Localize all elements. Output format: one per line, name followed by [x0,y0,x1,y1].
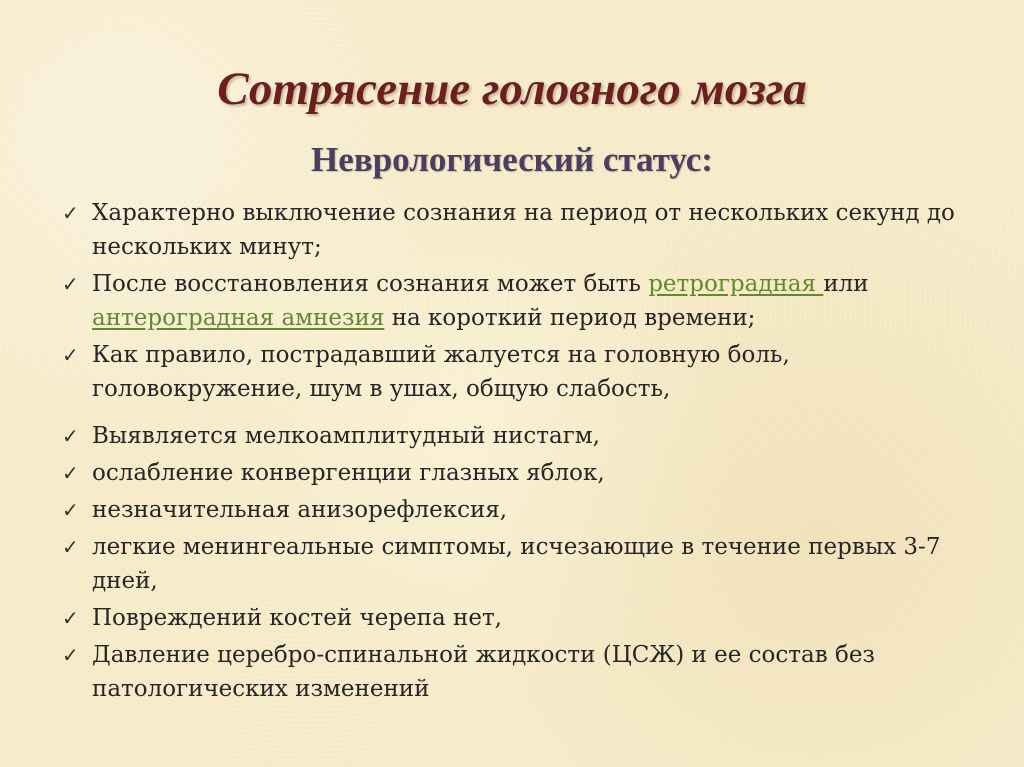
anterograde-amnesia-link[interactable]: антероградная амнезия [92,305,385,331]
list-item-text: на короткий период времени; [384,305,756,331]
list-item-text: или [823,271,869,297]
checkmark-icon: ✓ [62,535,79,559]
list-item [62,338,982,406]
list-item-text: Повреждений костей черепа нет, [92,605,502,631]
retrograde-amnesia-link[interactable]: ретроградная [648,271,824,297]
list-item [62,493,982,527]
list-item [62,456,982,490]
checkmark-icon: ✓ [62,643,79,667]
list-item [62,530,982,598]
checkmark-icon: ✓ [62,461,79,485]
checkmark-icon: ✓ [62,343,79,367]
list-item-text: ослабление конвергенции глазных яблок, [92,460,605,486]
list-item-text: легкие менингеальные симптомы, исчезающие в течение первых 3-7 дней, [92,534,941,594]
bullet-list [62,196,982,709]
slide-title: Сотрясение головного мозга [217,63,807,115]
list-item-text: Выявляется мелкоамплитудный нистагм, [92,423,600,449]
list-item [62,196,982,264]
checkmark-icon: ✓ [62,424,79,448]
slide-subtitle: Неврологический статус: [311,140,713,179]
checkmark-icon: ✓ [62,201,79,225]
list-item [62,419,982,453]
checkmark-icon: ✓ [62,606,79,630]
list-item-text: Давление церебро-спинальной жидкости (ЦСЖ) и ее состав без патологических изменений [92,642,875,702]
checkmark-icon: ✓ [62,498,79,522]
list-item-text: Как правило, пострадавший жалуется на головную боль, головокружение, шум в ушах, общую слабость, [92,342,790,402]
list-item [62,638,982,706]
list-item-text: незначительная анизорефлексия, [92,497,508,523]
list-item-text: После восстановления сознания может быть [92,271,649,297]
list-item [62,601,982,635]
list-item-text: Характерно выключение сознания на период от нескольких секунд до нескольких минут; [92,200,955,260]
list-item [62,267,982,335]
checkmark-icon: ✓ [62,272,79,296]
